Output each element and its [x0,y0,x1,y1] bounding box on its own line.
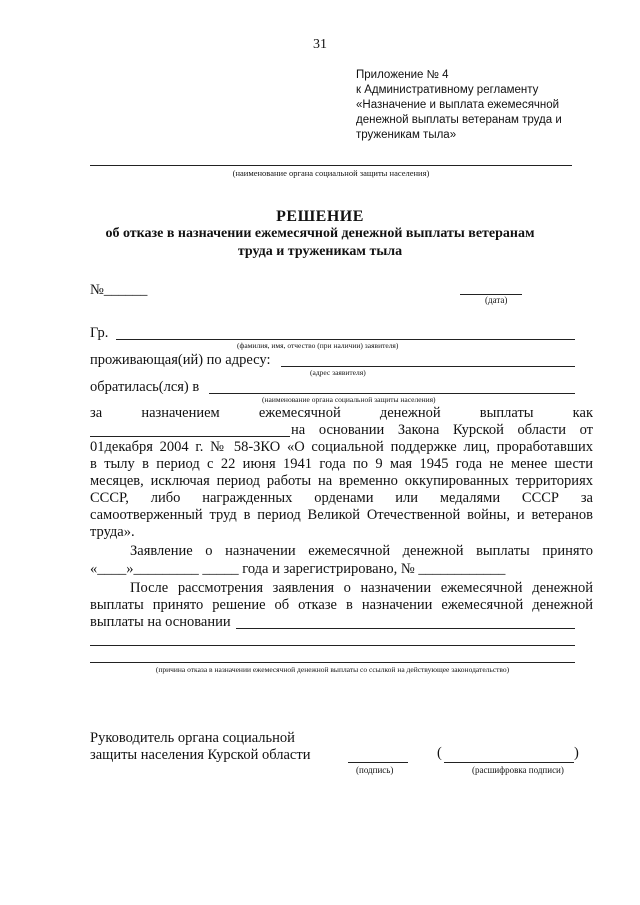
reason-line-3[interactable] [90,662,575,663]
body-line-2: на основании Закона Курской области от [291,422,593,438]
decoding-line[interactable] [444,762,574,763]
annex-line-3: «Назначение и выплата ежемесячной [356,99,560,111]
applied-label: обратилась(лся) в [90,379,200,395]
annex-header [356,68,606,143]
signature-caption: (подпись) [356,765,394,775]
address-line[interactable] [281,366,575,367]
applied-caption: (наименование органа социальной защиты населения) [262,395,436,404]
authority-applied-line[interactable] [209,393,575,394]
body-line-5: месяцев, исключая период работы на временно оккупированных территориях [90,473,593,489]
address-caption: (адрес заявителя) [310,368,366,377]
reason-line-1[interactable] [236,628,575,629]
annex-line-4: денежной выплаты ветеранам труда и [356,114,562,126]
application-date-field[interactable]: «____»_________ _____ года и зарегистрировано, № [90,561,415,577]
authority-caption: (наименование органа социальной защиты населения) [232,168,430,178]
body-line-8: труда». [90,524,135,540]
citizen-name-line[interactable] [116,339,575,340]
review-line-1: После рассмотрения заявления о назначении ежемесячной денежной [130,580,593,596]
application-line-2 [90,561,505,578]
decoding-open-paren: ( [437,745,442,761]
page-number: 31 [313,37,327,52]
decoding-caption: (расшифровка подписи) [472,765,564,775]
review-line-2: выплаты принято решение об отказе в назначении ежемесячной денежной [90,597,593,613]
citizen-caption: (фамилия, имя, отчество (при наличии) заявителя) [237,341,399,350]
body-line-1: за назначением ежемесячной денежной выплаты как [90,405,593,421]
reason-line-2[interactable] [90,645,575,646]
signatory-line-2: защиты населения Курской области [90,747,311,763]
body-line-6: СССР, либо награжденных орденами или медалями СССР за [90,490,593,506]
registration-number-field[interactable]: ____________ [418,561,506,577]
annex-line-2: к Административному регламенту [356,84,539,96]
decoding-close-paren: ) [574,745,579,761]
citizen-label: Гр. [90,325,109,341]
address-label: проживающая(ий) по адресу: [90,352,271,368]
body-line-3: 01декабря 2004 г. № 58-ЗКО «О социальной поддержке лиц, проработавших [90,439,593,455]
body-line-7: самоотверженный труд в период Великой Отечественной войны, и ветеранов [90,507,593,523]
document-title: РЕШЕНИЕ [276,208,364,225]
decision-number-field[interactable]: №______ [90,282,148,298]
annex-line-5: труженикам тыла» [356,129,457,141]
annex-line-1: Приложение № 4 [356,69,449,81]
law-blank-line[interactable] [90,436,290,437]
review-line-3: выплаты на основании [90,614,231,630]
body-line-4: в тылу в период с 22 июня 1941 года по 9 мая 1945 года не менее шести [90,456,593,472]
application-line-1: Заявление о назначении ежемесячной денежной выплаты принято [130,543,593,559]
document-subtitle-line-2: труда и труженикам тыла [237,244,403,259]
authority-line [90,165,572,166]
signature-line[interactable] [348,762,408,763]
reason-caption: (причина отказа в назначении ежемесячной денежной выплаты со ссылкой на действующее законодательство) [155,665,510,674]
document-subtitle-line-1: об отказе в назначении ежемесячной денежной выплаты ветеранам [105,226,535,241]
date-caption: (дата) [485,295,508,305]
signatory-line-1: Руководитель органа социальной [90,730,295,746]
